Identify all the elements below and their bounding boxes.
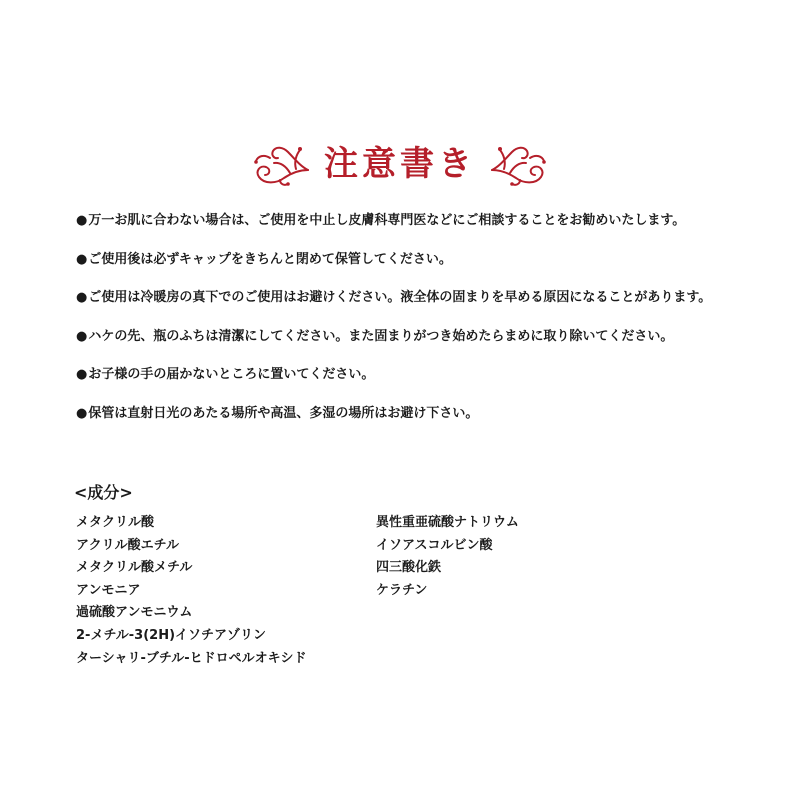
page-header xyxy=(0,136,800,192)
caution-text: お子様の手の届かないところに置いてください。 xyxy=(88,367,375,383)
ingredient-item: アクリル酸エチル xyxy=(76,537,179,553)
caution-item xyxy=(76,328,776,346)
ingredient-item: 異性重亜硫酸ナトリウム xyxy=(376,515,519,530)
bullet-icon: ● xyxy=(76,290,88,306)
ingredient-item: 2-メチル-3(2H)イソチアゾリン xyxy=(76,627,267,643)
caution-text: ハケの先、瓶のふちは清潔にしてください。また固まりがつき始めたらまめに取り除いてください。 xyxy=(88,328,674,344)
page-title: 注意書き xyxy=(324,144,476,184)
caution-item xyxy=(76,366,776,384)
caution-item xyxy=(76,405,776,423)
bullet-icon: ● xyxy=(76,328,88,344)
caution-item xyxy=(76,289,776,307)
caution-list xyxy=(76,212,776,444)
ingredient-item: ケラチン xyxy=(376,582,428,598)
scroll-flourish-icon xyxy=(490,140,550,188)
ingredient-item: イソアスコルビン酸 xyxy=(376,537,493,553)
caution-text: ご使用は冷暖房の真下でのご使用はお避けください。液全体の固まりを早める原因になることがあります。 xyxy=(88,290,712,306)
bullet-icon: ● xyxy=(76,405,88,421)
ingredient-item: メタクリル酸メチル xyxy=(76,560,193,576)
caution-text: 万一お肌に合わない場合は、ご使用を中止し皮膚科専門医などにご相談することをお勧めいたします。 xyxy=(88,213,686,228)
bullet-icon: ● xyxy=(76,251,88,267)
bullet-icon: ● xyxy=(76,367,88,383)
scroll-flourish-icon xyxy=(250,140,310,188)
bullet-icon: ● xyxy=(76,213,88,228)
ingredient-item: メタクリル酸 xyxy=(76,515,155,530)
ingredient-item: アンモニア xyxy=(76,582,141,598)
ingredient-item: ターシャリ-ブチル-ヒドロペルオキシド xyxy=(76,650,307,666)
ingredients-column-left xyxy=(76,512,307,670)
ingredient-item: 四三酸化鉄 xyxy=(376,560,442,576)
caution-item xyxy=(76,251,776,269)
caution-item xyxy=(76,212,776,230)
caution-text: ご使用後は必ずキャップをきちんと閉めて保管してください。 xyxy=(88,251,452,267)
caution-text: 保管は直射日光のあたる場所や高温、多湿の場所はお避け下さい。 xyxy=(88,405,479,421)
ingredient-item: 過硫酸アンモニウム xyxy=(76,605,193,621)
ingredients-heading: <成分> xyxy=(74,483,133,502)
ingredients-column-right xyxy=(376,512,519,602)
